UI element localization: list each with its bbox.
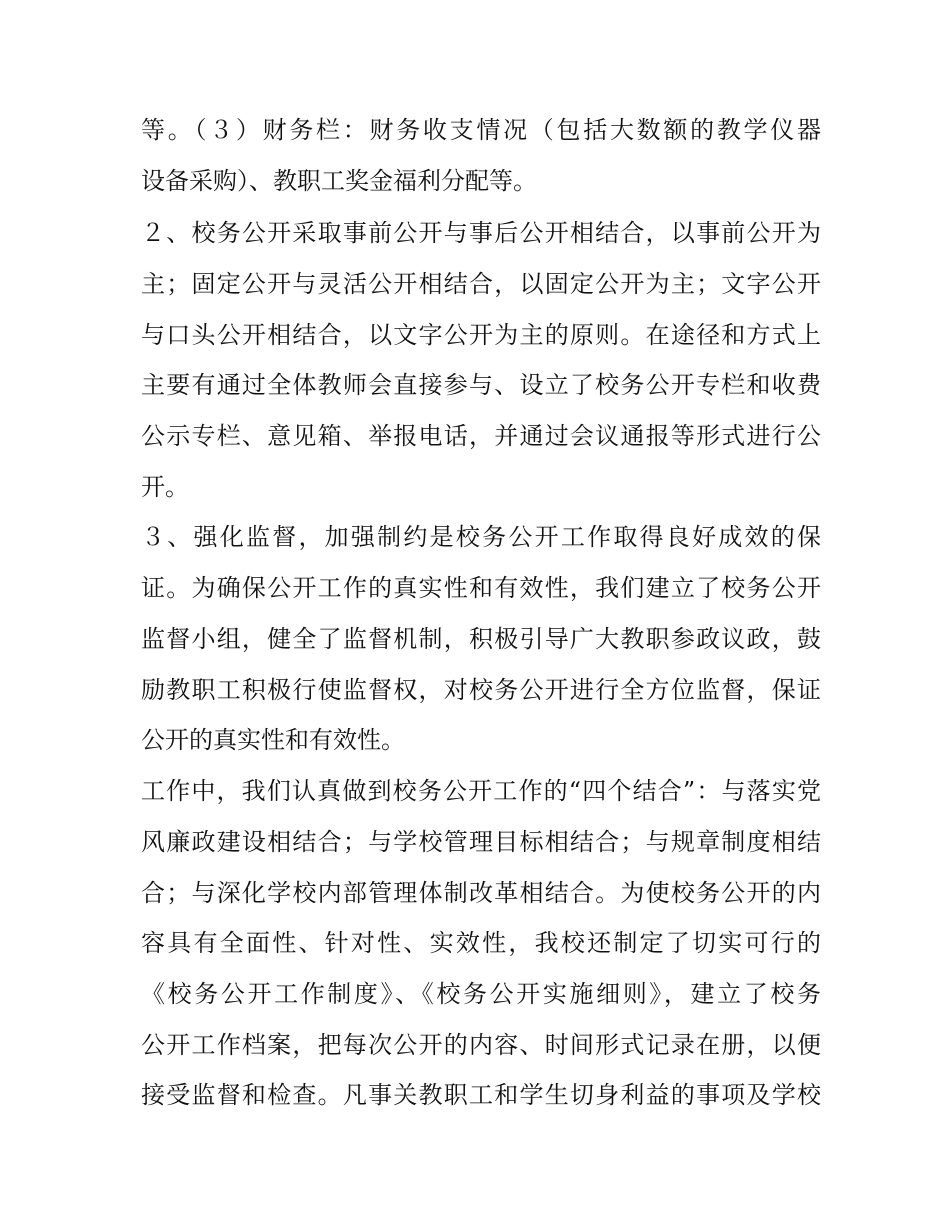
text-line: 开。 [141,473,189,501]
text-line: ２、校务公开采取事前公开与事后公开相结合，以事前公开为 [141,219,821,247]
text-line: 公开的真实性和有效性。 [141,726,405,754]
text-line: 监督小组，健全了监督机制，积极引导广大教职参政议政，鼓 [141,625,821,653]
text-line: 公示专栏、意见箱、举报电话，并通过会议通报等形式进行公 [141,422,821,450]
text-line: 等。（３）财务栏：财务收支情况（包括大数额的教学仪器 [141,116,821,144]
text-line: 证。为确保公开工作的真实性和有效性，我们建立了校务公开 [141,574,821,602]
text-line: 公开工作档案，把每次公开的内容、时间形式记录在册，以便 [141,1031,821,1059]
text-line: 励教职工积极行使监督权，对校务公开进行全方位监督，保证 [141,676,821,704]
text-line: 接受监督和检查。凡事关教职工和学生切身利益的事项及学校 [141,1081,821,1109]
text-line: 主要有通过全体教师会直接参与、设立了校务公开专栏和收费 [141,371,821,399]
text-line: 风廉政建设相结合；与学校管理目标相结合；与规章制度相结 [141,828,821,856]
text-line: 主；固定公开与灵活公开相结合，以固定公开为主；文字公开 [141,270,821,298]
text-line: 工作中，我们认真做到校务公开工作的“四个结合”：与落实党 [141,777,821,805]
text-line: 《校务公开工作制度》、《校务公开实施细则》，建立了校务 [141,980,821,1008]
text-line: ３、强化监督，加强制约是校务公开工作取得良好成效的保 [141,523,821,551]
text-line: 设备采购）、教职工奖金福利分配等。 [141,167,537,195]
text-line: 与口头公开相结合，以文字公开为主的原则。在途径和方式上 [141,321,821,349]
text-line: 合；与深化学校内部管理体制改革相结合。为使校务公开的内 [141,879,821,907]
text-line: 容具有全面性、针对性、实效性，我校还制定了切实可行的 [141,929,821,957]
